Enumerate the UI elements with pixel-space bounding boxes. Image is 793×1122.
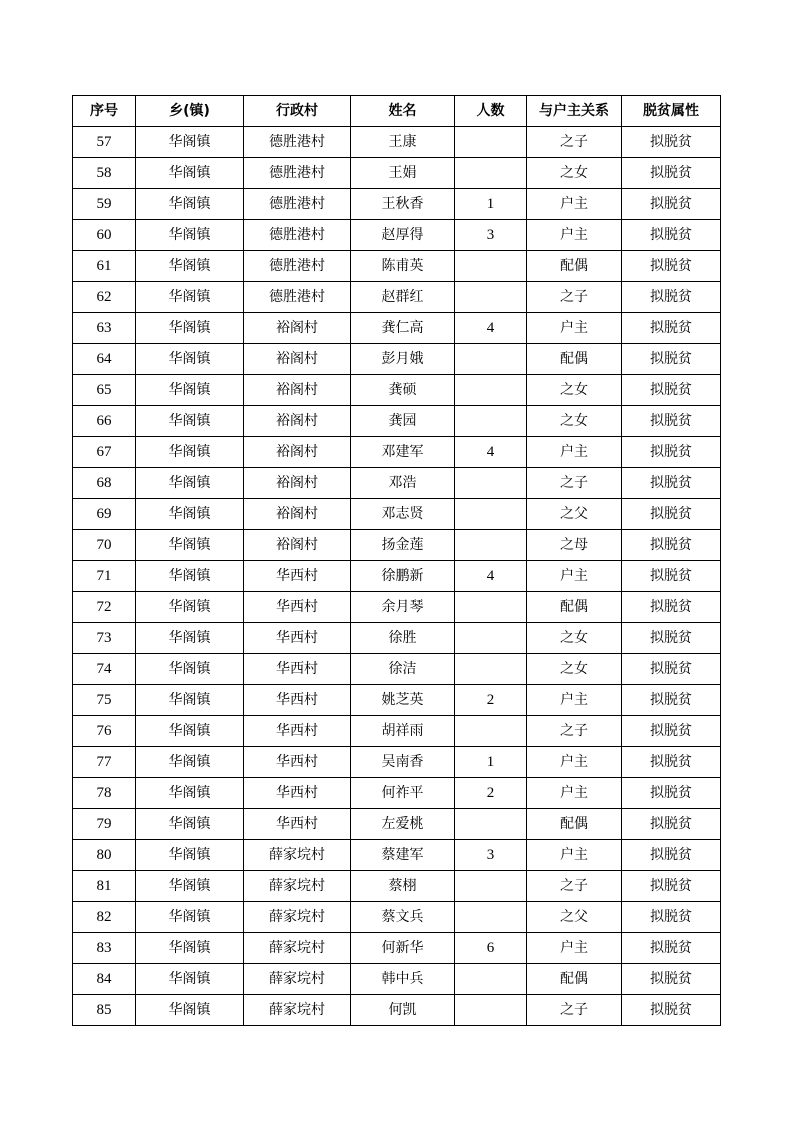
cell-relation: 之父 (527, 499, 622, 530)
header-village: 行政村 (244, 96, 351, 127)
poverty-roster-table (72, 95, 721, 1026)
cell-relation: 户主 (527, 189, 622, 220)
cell-seq: 71 (73, 561, 136, 592)
cell-name: 姚芝英 (351, 685, 455, 716)
cell-count (455, 251, 527, 282)
cell-seq: 60 (73, 220, 136, 251)
header-row (73, 96, 721, 127)
table-row (73, 158, 721, 189)
cell-count (455, 871, 527, 902)
cell-village: 华西村 (244, 592, 351, 623)
cell-count (455, 468, 527, 499)
cell-village: 德胜港村 (244, 189, 351, 220)
cell-name: 王秋香 (351, 189, 455, 220)
cell-status: 拟脱贫 (622, 840, 721, 871)
cell-count (455, 964, 527, 995)
table-row (73, 561, 721, 592)
cell-town: 华阁镇 (136, 592, 244, 623)
cell-status: 拟脱贫 (622, 592, 721, 623)
cell-count (455, 995, 527, 1026)
cell-status: 拟脱贫 (622, 468, 721, 499)
cell-status: 拟脱贫 (622, 189, 721, 220)
cell-seq: 57 (73, 127, 136, 158)
header-relation: 与户主关系 (527, 96, 622, 127)
cell-village: 裕阁村 (244, 406, 351, 437)
cell-name: 邓建军 (351, 437, 455, 468)
cell-status: 拟脱贫 (622, 375, 721, 406)
cell-relation: 之子 (527, 716, 622, 747)
cell-relation: 之女 (527, 406, 622, 437)
cell-village: 薛家垸村 (244, 871, 351, 902)
cell-status: 拟脱贫 (622, 127, 721, 158)
cell-village: 薛家垸村 (244, 964, 351, 995)
table-row (73, 995, 721, 1026)
cell-count (455, 344, 527, 375)
cell-name: 徐鹏新 (351, 561, 455, 592)
cell-seq: 59 (73, 189, 136, 220)
cell-seq: 64 (73, 344, 136, 375)
cell-town: 华阁镇 (136, 809, 244, 840)
cell-name: 吴南香 (351, 747, 455, 778)
cell-town: 华阁镇 (136, 933, 244, 964)
cell-seq: 80 (73, 840, 136, 871)
cell-name: 蔡建军 (351, 840, 455, 871)
cell-seq: 61 (73, 251, 136, 282)
cell-relation: 之女 (527, 654, 622, 685)
table-row (73, 964, 721, 995)
header-town: 乡(镇) (136, 96, 244, 127)
cell-seq: 85 (73, 995, 136, 1026)
cell-seq: 74 (73, 654, 136, 685)
cell-count: 2 (455, 685, 527, 716)
cell-village: 德胜港村 (244, 158, 351, 189)
cell-count (455, 902, 527, 933)
cell-town: 华阁镇 (136, 654, 244, 685)
cell-status: 拟脱贫 (622, 437, 721, 468)
cell-relation: 户主 (527, 778, 622, 809)
cell-seq: 79 (73, 809, 136, 840)
cell-relation: 之子 (527, 282, 622, 313)
cell-status: 拟脱贫 (622, 871, 721, 902)
cell-name: 徐胜 (351, 623, 455, 654)
cell-relation: 户主 (527, 933, 622, 964)
cell-village: 华西村 (244, 747, 351, 778)
cell-name: 邓志贤 (351, 499, 455, 530)
cell-count (455, 127, 527, 158)
cell-status: 拟脱贫 (622, 933, 721, 964)
cell-relation: 配偶 (527, 809, 622, 840)
cell-relation: 之父 (527, 902, 622, 933)
cell-status: 拟脱贫 (622, 964, 721, 995)
cell-status: 拟脱贫 (622, 809, 721, 840)
cell-village: 薛家垸村 (244, 840, 351, 871)
cell-name: 龚硕 (351, 375, 455, 406)
table-row (73, 282, 721, 313)
cell-village: 德胜港村 (244, 251, 351, 282)
cell-status: 拟脱贫 (622, 499, 721, 530)
cell-name: 扬金莲 (351, 530, 455, 561)
table-row (73, 623, 721, 654)
cell-seq: 77 (73, 747, 136, 778)
cell-count: 6 (455, 933, 527, 964)
table-row (73, 716, 721, 747)
table-row (73, 685, 721, 716)
cell-name: 何祚平 (351, 778, 455, 809)
cell-village: 德胜港村 (244, 282, 351, 313)
cell-village: 德胜港村 (244, 127, 351, 158)
cell-name: 余月琴 (351, 592, 455, 623)
cell-seq: 76 (73, 716, 136, 747)
table-header (73, 96, 721, 127)
cell-town: 华阁镇 (136, 282, 244, 313)
header-name: 姓名 (351, 96, 455, 127)
cell-seq: 63 (73, 313, 136, 344)
cell-town: 华阁镇 (136, 623, 244, 654)
table-row (73, 313, 721, 344)
cell-relation: 之女 (527, 158, 622, 189)
cell-status: 拟脱贫 (622, 654, 721, 685)
table-row (73, 902, 721, 933)
table-row (73, 468, 721, 499)
cell-seq: 84 (73, 964, 136, 995)
cell-village: 薛家垸村 (244, 995, 351, 1026)
cell-seq: 75 (73, 685, 136, 716)
cell-count (455, 158, 527, 189)
cell-town: 华阁镇 (136, 158, 244, 189)
cell-village: 裕阁村 (244, 313, 351, 344)
cell-name: 韩中兵 (351, 964, 455, 995)
cell-count: 2 (455, 778, 527, 809)
cell-relation: 之子 (527, 871, 622, 902)
cell-town: 华阁镇 (136, 716, 244, 747)
cell-status: 拟脱贫 (622, 158, 721, 189)
cell-relation: 配偶 (527, 592, 622, 623)
cell-count: 1 (455, 747, 527, 778)
table-row (73, 344, 721, 375)
cell-count (455, 375, 527, 406)
table-row (73, 127, 721, 158)
cell-village: 裕阁村 (244, 437, 351, 468)
cell-village: 裕阁村 (244, 530, 351, 561)
cell-status: 拟脱贫 (622, 623, 721, 654)
cell-name: 胡祥雨 (351, 716, 455, 747)
cell-name: 赵群红 (351, 282, 455, 313)
cell-name: 王康 (351, 127, 455, 158)
cell-relation: 户主 (527, 685, 622, 716)
cell-name: 龚园 (351, 406, 455, 437)
cell-status: 拟脱贫 (622, 716, 721, 747)
cell-name: 彭月娥 (351, 344, 455, 375)
cell-town: 华阁镇 (136, 437, 244, 468)
cell-relation: 之子 (527, 995, 622, 1026)
cell-town: 华阁镇 (136, 251, 244, 282)
cell-village: 德胜港村 (244, 220, 351, 251)
cell-village: 裕阁村 (244, 344, 351, 375)
table-row (73, 809, 721, 840)
cell-village: 裕阁村 (244, 468, 351, 499)
cell-status: 拟脱贫 (622, 220, 721, 251)
cell-seq: 72 (73, 592, 136, 623)
cell-name: 龚仁高 (351, 313, 455, 344)
cell-status: 拟脱贫 (622, 282, 721, 313)
cell-town: 华阁镇 (136, 406, 244, 437)
cell-town: 华阁镇 (136, 344, 244, 375)
cell-village: 华西村 (244, 623, 351, 654)
cell-seq: 67 (73, 437, 136, 468)
cell-relation: 之女 (527, 623, 622, 654)
table-row (73, 251, 721, 282)
cell-status: 拟脱贫 (622, 995, 721, 1026)
cell-village: 裕阁村 (244, 499, 351, 530)
cell-count (455, 499, 527, 530)
cell-seq: 83 (73, 933, 136, 964)
cell-town: 华阁镇 (136, 375, 244, 406)
table-body (73, 127, 721, 1026)
cell-town: 华阁镇 (136, 189, 244, 220)
cell-relation: 户主 (527, 561, 622, 592)
table-row (73, 747, 721, 778)
cell-town: 华阁镇 (136, 995, 244, 1026)
cell-village: 华西村 (244, 716, 351, 747)
cell-town: 华阁镇 (136, 747, 244, 778)
cell-seq: 62 (73, 282, 136, 313)
cell-relation: 配偶 (527, 344, 622, 375)
table-row (73, 437, 721, 468)
cell-status: 拟脱贫 (622, 406, 721, 437)
table-row (73, 530, 721, 561)
table-row (73, 871, 721, 902)
cell-status: 拟脱贫 (622, 251, 721, 282)
cell-village: 薛家垸村 (244, 902, 351, 933)
cell-relation: 之子 (527, 468, 622, 499)
cell-village: 薛家垸村 (244, 933, 351, 964)
header-count: 人数 (455, 96, 527, 127)
cell-count (455, 530, 527, 561)
cell-count: 4 (455, 313, 527, 344)
cell-town: 华阁镇 (136, 499, 244, 530)
cell-town: 华阁镇 (136, 530, 244, 561)
cell-count (455, 282, 527, 313)
cell-seq: 65 (73, 375, 136, 406)
header-seq: 序号 (73, 96, 136, 127)
cell-count (455, 654, 527, 685)
cell-count (455, 592, 527, 623)
cell-status: 拟脱贫 (622, 685, 721, 716)
cell-status: 拟脱贫 (622, 561, 721, 592)
cell-relation: 之女 (527, 375, 622, 406)
cell-name: 邓浩 (351, 468, 455, 499)
cell-status: 拟脱贫 (622, 313, 721, 344)
cell-seq: 58 (73, 158, 136, 189)
cell-name: 蔡文兵 (351, 902, 455, 933)
cell-town: 华阁镇 (136, 313, 244, 344)
cell-relation: 之母 (527, 530, 622, 561)
cell-count: 3 (455, 220, 527, 251)
table-row (73, 220, 721, 251)
cell-seq: 73 (73, 623, 136, 654)
cell-relation: 户主 (527, 437, 622, 468)
cell-seq: 69 (73, 499, 136, 530)
cell-status: 拟脱贫 (622, 344, 721, 375)
cell-village: 华西村 (244, 685, 351, 716)
cell-town: 华阁镇 (136, 840, 244, 871)
cell-relation: 配偶 (527, 251, 622, 282)
table-row (73, 499, 721, 530)
cell-town: 华阁镇 (136, 778, 244, 809)
table-row (73, 840, 721, 871)
cell-relation: 配偶 (527, 964, 622, 995)
cell-count: 4 (455, 561, 527, 592)
cell-relation: 户主 (527, 840, 622, 871)
cell-village: 华西村 (244, 778, 351, 809)
table-row (73, 375, 721, 406)
cell-relation: 户主 (527, 220, 622, 251)
cell-name: 王娟 (351, 158, 455, 189)
header-status: 脱贫属性 (622, 96, 721, 127)
cell-name: 陈甫英 (351, 251, 455, 282)
cell-name: 何新华 (351, 933, 455, 964)
cell-town: 华阁镇 (136, 871, 244, 902)
cell-seq: 81 (73, 871, 136, 902)
table-row (73, 778, 721, 809)
cell-town: 华阁镇 (136, 468, 244, 499)
cell-town: 华阁镇 (136, 220, 244, 251)
cell-count (455, 623, 527, 654)
cell-count (455, 716, 527, 747)
cell-name: 蔡栩 (351, 871, 455, 902)
cell-count: 3 (455, 840, 527, 871)
cell-village: 华西村 (244, 809, 351, 840)
cell-seq: 68 (73, 468, 136, 499)
cell-status: 拟脱贫 (622, 530, 721, 561)
table-row (73, 592, 721, 623)
cell-seq: 82 (73, 902, 136, 933)
cell-count: 1 (455, 189, 527, 220)
cell-count (455, 809, 527, 840)
cell-seq: 78 (73, 778, 136, 809)
cell-name: 何凯 (351, 995, 455, 1026)
cell-status: 拟脱贫 (622, 902, 721, 933)
cell-seq: 66 (73, 406, 136, 437)
cell-status: 拟脱贫 (622, 778, 721, 809)
cell-village: 裕阁村 (244, 375, 351, 406)
cell-relation: 户主 (527, 313, 622, 344)
table-row (73, 654, 721, 685)
cell-village: 华西村 (244, 654, 351, 685)
cell-relation: 之子 (527, 127, 622, 158)
cell-name: 徐洁 (351, 654, 455, 685)
cell-relation: 户主 (527, 747, 622, 778)
cell-village: 华西村 (244, 561, 351, 592)
table-row (73, 406, 721, 437)
table-row (73, 933, 721, 964)
table-row (73, 189, 721, 220)
cell-town: 华阁镇 (136, 902, 244, 933)
cell-name: 赵厚得 (351, 220, 455, 251)
cell-town: 华阁镇 (136, 685, 244, 716)
cell-name: 左爱桃 (351, 809, 455, 840)
cell-town: 华阁镇 (136, 127, 244, 158)
cell-town: 华阁镇 (136, 964, 244, 995)
cell-status: 拟脱贫 (622, 747, 721, 778)
cell-count (455, 406, 527, 437)
cell-town: 华阁镇 (136, 561, 244, 592)
cell-count: 4 (455, 437, 527, 468)
cell-seq: 70 (73, 530, 136, 561)
